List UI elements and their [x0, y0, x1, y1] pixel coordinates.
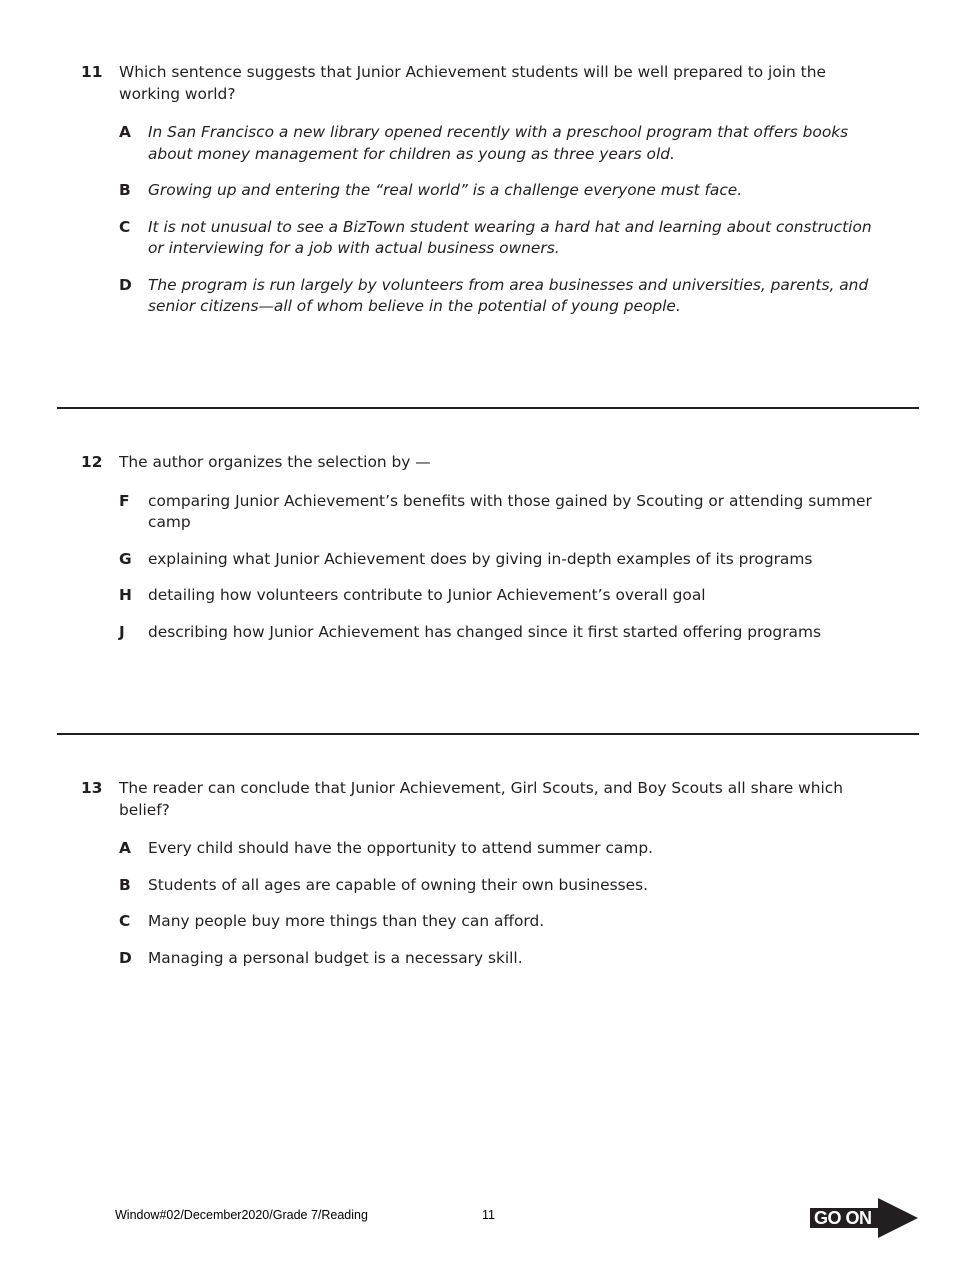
option-letter: G: [119, 549, 132, 568]
option-text: explaining what Junior Achievement does by giving in-depth examples of its programs: [148, 549, 813, 568]
option-text: Many people buy more things than they can afford.: [148, 912, 545, 930]
question-number: 12: [81, 453, 103, 471]
option-text: Students of all ages are capable of owning their own businesses.: [148, 875, 648, 894]
answer-option-h[interactable]: [119, 585, 888, 607]
question-12: [81, 452, 888, 658]
answer-option-b[interactable]: [119, 875, 888, 897]
go-on-label: GO ON: [814, 1208, 872, 1228]
answer-option-j[interactable]: [119, 622, 888, 644]
option-letter: C: [119, 217, 131, 236]
question-stem: The reader can conclude that Junior Achievement, Girl Scouts, and Boy Scouts all share which belief?: [119, 779, 843, 819]
option-text: describing how Junior Achievement has changed since it first started offering programs: [148, 622, 821, 641]
answer-option-f[interactable]: [119, 491, 888, 534]
answer-option-a[interactable]: [119, 838, 888, 860]
option-text: Growing up and entering the “real world” is a challenge everyone must face.: [148, 181, 743, 199]
footer-source: Window#02/December2020/Grade 7/Reading: [115, 1208, 368, 1222]
option-text: In San Francisco a new library opened recently with a preschool program that offers books about money management for children as young as three years old.: [148, 123, 849, 163]
section-divider: [57, 407, 919, 409]
option-text: The program is run largely by volunteers from area businesses and universities, parents, and senior citizens—all of whom believe in the potential of young people.: [148, 275, 869, 315]
go-on-arrow: [810, 1198, 920, 1238]
question-number: 11: [81, 63, 103, 81]
answer-option-g[interactable]: [119, 549, 888, 571]
question-stem: Which sentence suggests that Junior Achievement students will be well prepared to join the working world?: [119, 63, 826, 103]
option-text: detailing how volunteers contribute to Junior Achievement’s overall goal: [148, 586, 706, 604]
option-text: comparing Junior Achievement’s benefits with those gained by Scouting or attending summer camp: [148, 491, 872, 531]
answer-option-c[interactable]: [119, 911, 888, 933]
answer-option-d[interactable]: [119, 275, 888, 318]
option-letter: B: [119, 181, 131, 199]
answer-option-d[interactable]: [119, 948, 888, 970]
option-text: Managing a personal budget is a necessary skill.: [148, 948, 523, 967]
page-number: 11: [482, 1208, 495, 1222]
option-letter: B: [119, 875, 131, 894]
arrow-right-icon: [878, 1198, 918, 1238]
option-letter: H: [119, 586, 132, 604]
question-stem: The author organizes the selection by —: [119, 453, 431, 471]
answer-option-c[interactable]: [119, 217, 888, 260]
option-letter: J: [119, 622, 125, 641]
option-text: It is not unusual to see a BizTown student wearing a hard hat and learning about construction or interviewing for a job with actual business owners.: [148, 217, 872, 257]
answer-option-b[interactable]: [119, 180, 888, 202]
option-letter: A: [119, 839, 131, 857]
option-letter: D: [119, 275, 132, 294]
option-letter: F: [119, 491, 130, 510]
question-11: [81, 62, 888, 333]
answer-option-a[interactable]: [119, 122, 888, 165]
option-letter: D: [119, 948, 132, 967]
question-number: 13: [81, 779, 103, 797]
question-13: [81, 778, 888, 984]
option-text: Every child should have the opportunity to attend summer camp.: [148, 839, 654, 857]
option-letter: A: [119, 123, 131, 141]
option-letter: C: [119, 912, 131, 930]
section-divider: [57, 733, 919, 735]
